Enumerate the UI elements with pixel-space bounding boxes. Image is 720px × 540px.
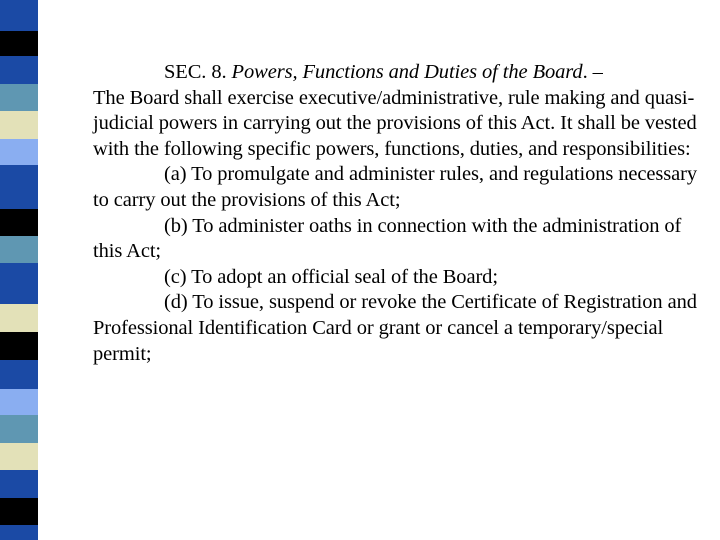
stripe-block	[0, 360, 38, 389]
stripe-block	[0, 236, 38, 263]
stripe-block	[0, 139, 38, 165]
stripe-block	[0, 84, 38, 111]
stripe-block	[0, 263, 38, 304]
section-item-c: (c) To adopt an official seal of the Board;	[164, 265, 498, 288]
stripe-block	[0, 470, 38, 498]
stripe-block	[0, 209, 38, 236]
stripe-block	[0, 111, 38, 139]
section-title-suffix: . –	[582, 61, 603, 83]
stripe-block	[0, 304, 38, 332]
section-item-d: (d) To issue, suspend or revoke the Certificate of Registration and Professional Identification Card or grant or cancel a temporary/special permit;	[93, 291, 697, 365]
section-heading	[93, 60, 705, 86]
stripe-block	[0, 165, 38, 209]
stripe-block	[0, 31, 38, 56]
stripe-block	[0, 498, 38, 525]
stripe-block	[0, 525, 38, 540]
stripe-block	[0, 415, 38, 443]
stripe-block	[0, 56, 38, 84]
section-intro: The Board shall exercise executive/administrative, rule making and quasi-judicial powers in carrying out the provisions of this Act. It shall be vested with the following specific powers, functions, duties, and responsibilities:	[93, 86, 697, 160]
stripe-block	[0, 443, 38, 470]
stripe-block	[0, 0, 38, 31]
section-title: Powers, Functions and Duties of the Board	[231, 61, 583, 83]
section-number: SEC. 8.	[164, 61, 232, 83]
decorative-stripe	[0, 0, 38, 540]
slide-body	[93, 60, 705, 367]
stripe-block	[0, 389, 38, 415]
section-item-a: (a) To promulgate and administer rules, and regulations necessary to carry out the provisions of this Act;	[93, 163, 698, 211]
stripe-block	[0, 332, 38, 360]
section-item-b: (b) To administer oaths in connection with the administration of this Act;	[93, 214, 682, 263]
